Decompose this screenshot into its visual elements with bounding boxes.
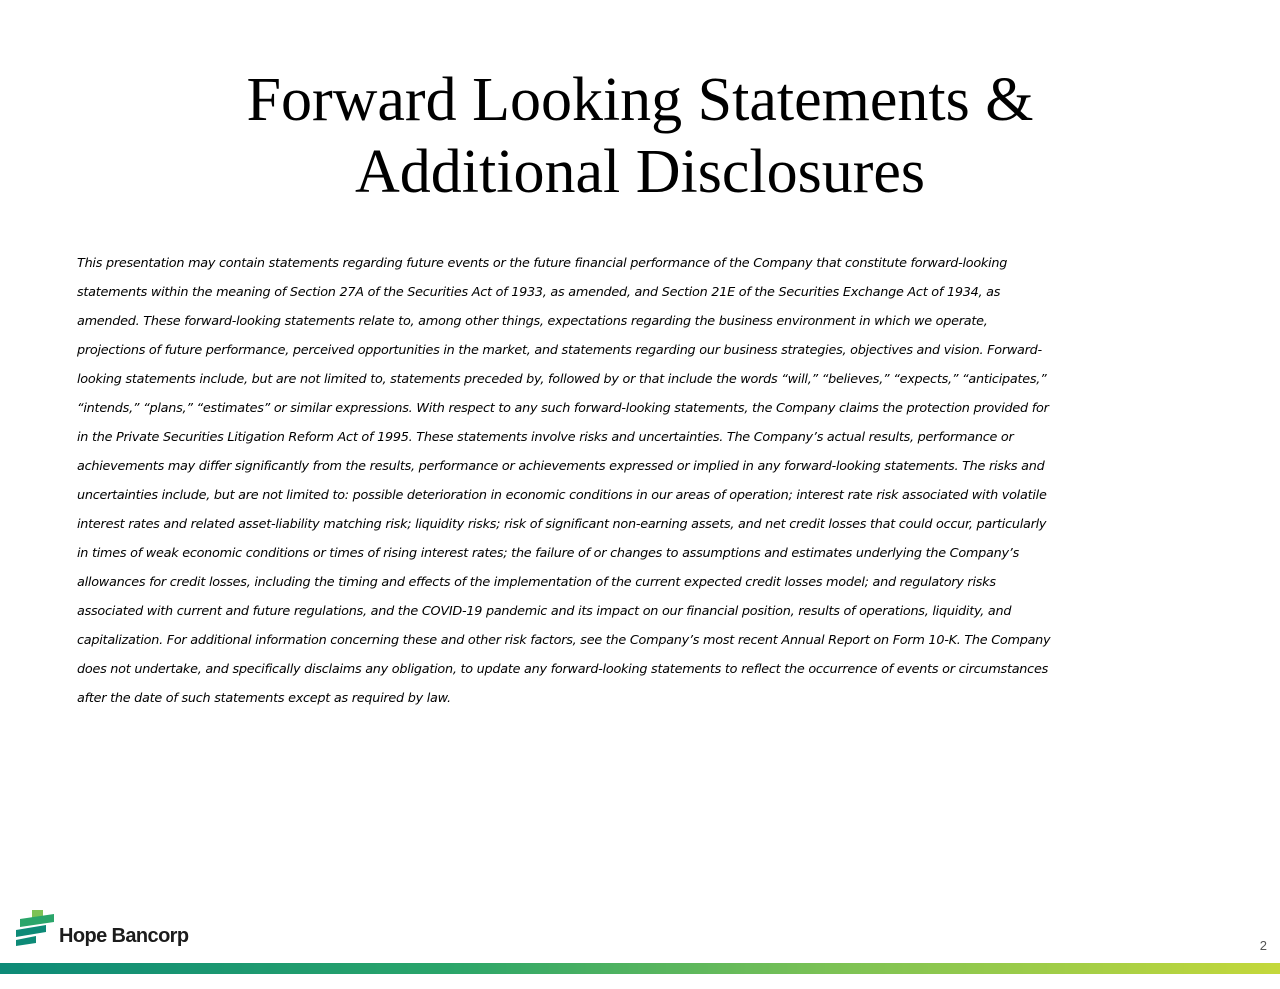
disclosure-line: amended. These forward-looking statements relate to, among other things, expectations regarding the business environment in which we operate, [77, 314, 988, 329]
slide-title-line-2: Additional Disclosures [355, 138, 925, 206]
disclosure-line: in the Private Securities Litigation Reform Act of 1995. These statements involve risks and uncertainties. The Company’s actual results, performance or [77, 430, 1014, 445]
disclosure-line: “intends,” “plans,” “estimates” or similar expressions. With respect to any such forward-looking statements, the Company claims the protection provided for [77, 401, 1049, 416]
disclosure-line: uncertainties include, but are not limited to: possible deterioration in economic conditions in our areas of operation; interest rate risk associated with volatile [77, 488, 1047, 503]
footer-gradient-bar [0, 963, 1280, 974]
hope-bancorp-logo-icon [16, 910, 54, 946]
disclosure-line: associated with current and future regulations, and the COVID-19 pandemic and its impact on our financial position, results of operations, liquidity, and [77, 604, 1012, 619]
page-number: 2 [1259, 938, 1267, 953]
disclosure-line: allowances for credit losses, including the timing and effects of the implementation of the current expected credit losses model; and regulatory risks [77, 575, 996, 590]
disclosure-line: achievements may differ significantly from the results, performance or achievements expressed or implied in any forward-looking statements. The risks and [77, 459, 1045, 474]
disclosure-line: looking statements include, but are not limited to, statements preceded by, followed by or that include the words “will,” “believes,” “expects,” “anticipates,” [77, 372, 1047, 387]
logo-wordmark: Hope Bancorp [59, 925, 189, 947]
disclosure-line: This presentation may contain statements regarding future events or the future financial performance of the Company that constitute forward-looking [77, 256, 1008, 271]
disclosure-line: after the date of such statements except as required by law. [77, 691, 451, 706]
disclosure-line: statements within the meaning of Section 27A of the Securities Act of 1933, as amended, and Section 21E of the Securities Exchange Act of 1934, as [77, 285, 1001, 300]
disclosure-line: projections of future performance, perceived opportunities in the market, and statements regarding our business strategies, objectives and vision. Forward- [77, 343, 1042, 358]
disclosure-line: capitalization. For additional information concerning these and other risk factors, see the Company’s most recent Annual Report on Form 10-K. The Company [77, 633, 1051, 648]
company-logo [16, 910, 216, 950]
slide-title [0, 64, 1280, 208]
disclosure-line: in times of weak economic conditions or times of rising interest rates; the failure of or changes to assumptions and estimates underlying the Company’s [77, 546, 1020, 561]
disclosure-line: does not undertake, and specifically disclaims any obligation, to update any forward-looking statements to reflect the occurrence of events or circumstances [77, 662, 1048, 677]
slide-title-line-1: Forward Looking Statements & [246, 66, 1034, 134]
disclosure-paragraph [77, 249, 1217, 713]
disclosure-line: interest rates and related asset-liability matching risk; liquidity risks; risk of significant non-earning assets, and net credit losses that could occur, particularly [77, 517, 1047, 532]
